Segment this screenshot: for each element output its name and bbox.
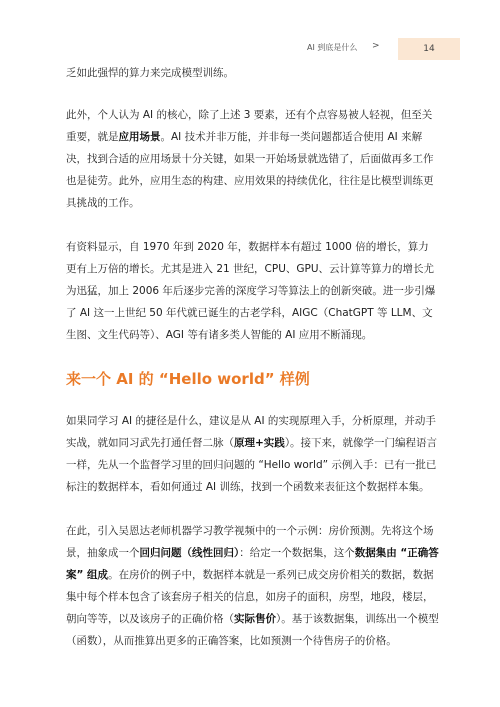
paragraph-house-price-example: [66, 520, 439, 652]
page-header: [0, 38, 500, 60]
section-title: 来一个 AI 的 “Hello world” 样例: [66, 370, 310, 388]
page-body: [66, 62, 439, 652]
page-number-badge: 14: [398, 38, 460, 60]
chevron-right-icon: >: [372, 41, 380, 51]
paragraph-learning-path: [66, 410, 439, 498]
paragraph-application-scenario: [66, 104, 439, 214]
text-run: ：给定一个数据集，这个: [239, 547, 355, 559]
text-run: 此外，个人认为 AI 的核心，除了上述 3 要素，还有个点容易被人轻视，但至关重要，就是: [66, 109, 433, 143]
bold-term-actual-price: 实际售价: [234, 613, 276, 625]
bold-term-regression: 回归问题（线性回归）: [139, 547, 240, 559]
bold-term-application-scenario: 应用场景: [118, 131, 161, 143]
text-run: 。在房价的例子中，数据样本就是一系列已成交房价相关的数据，数据集中每个样本包含了该套房子相关的信息，如房子的面积，房型，地段，楼层，朝向等等，以及该房子的正确价格（: [66, 569, 434, 625]
text-run: 在此，引入吴恩达老师机器学习教学视频中的一个示例：房价预测。先将这个场景，抽象成一个: [66, 525, 434, 559]
text-run: 如果同学习 AI 的捷径是什么，建议是从 AI 的实现原理入手，分析原理，并动手实战，就如同习武先打通任督二脉（: [66, 415, 436, 449]
text-run: ）。基于该数据集，训练出一个模型（函数），从而推算出更多的正确答案，比如预测一个待售房子的价格。: [66, 613, 439, 647]
paragraph-data-growth: 有资料显示，自 1970 年到 2020 年，数据样本有超过 1000 倍的增长，算力更有上万倍的增长。尤其是进入 21 世纪，CPU、GPU、云计算等算力的增长尤为迅猛，加上 2006 年后逐步完善的深度学习等算法上的创新突破。进一步引爆了 AI 这一上世纪 50 年代就已诞生的古老学科，AIGC（ChatGPT 等 LLM、文生图、文生代码等）、AGI 等有诸多类人智能的 AI 应用不断涌现。: [66, 241, 436, 341]
bold-term-dataset: 数据集由 “正确答案” 组成: [66, 547, 439, 581]
bold-term-theory-practice: 原理+实践: [234, 437, 285, 449]
running-title: AI 到底是什么: [307, 43, 358, 52]
text-run: 。AI 技术并非万能，并非每一类问题都适合使用 AI 来解决，找到合适的应用场景十分关键，如果一开始场景就选错了，后面做再多工作也是徒劳。此外，应用生态的构建、应用效果的持续优化，往往是比模型训练更具挑战的工作。: [66, 131, 434, 209]
paragraph-continued: 乏如此强悍的算力来完成模型训练。: [66, 67, 234, 79]
text-run: ）。接下来，就像学一门编程语言一样，先从一个监督学习里的回归问题的 “Hello world” 示例入手：已有一批已标注的数据样本，看如何通过 AI 训练，找到一个函数来表征这个数据样本集。: [66, 437, 438, 493]
